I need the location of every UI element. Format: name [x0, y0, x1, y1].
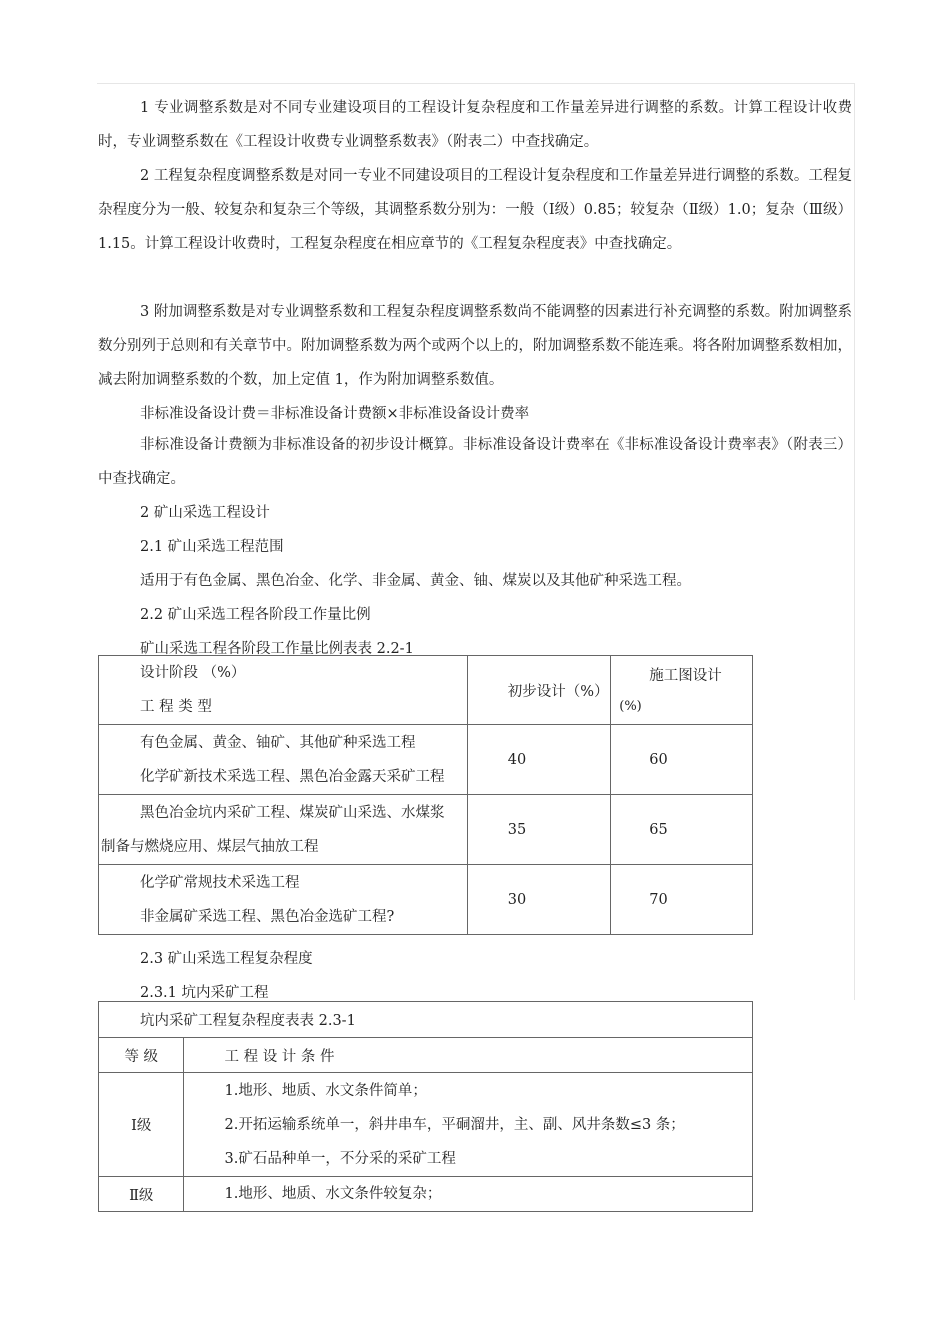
table-row [99, 795, 753, 865]
project-type-line: 有色金属、黄金、铀矿、其他矿种采选工程 [140, 734, 416, 751]
table1-diagonal-header [99, 656, 468, 725]
paragraph-professional-coefficient: 1 专业调整系数是对不同专业建设项目的工程设计复杂程度和工作量差异进行调整的系数。计算工程设计收费时，专业调整系数在《工程设计收费专业调整系数表》（附表二）中查找确定。 [98, 100, 852, 150]
preliminary-value: 35 [467, 795, 610, 865]
workload-ratio-table [98, 655, 753, 935]
project-type-line: 制备与燃烧应用、煤层气抽放工程 [101, 838, 319, 855]
header-construction-design [611, 656, 753, 725]
heading-complexity: 2.3 矿山采选工程复杂程度 [140, 951, 313, 967]
header-construction-line1: 施工图设计 [649, 668, 722, 684]
project-type-line: 非金属矿采选工程、黑色冶金选矿工程? [140, 908, 395, 925]
header-construction-line2: (%) [619, 699, 642, 714]
project-type-line: 黑色冶金坑内采矿工程、煤炭矿山采选、水煤浆 [140, 804, 445, 821]
condition-item: 3.矿石品种单一，不分采的采矿工程 [224, 1150, 456, 1167]
conditions-cell [184, 1073, 753, 1177]
paragraph-complexity-coefficient: 2 工程复杂程度调整系数是对同一专业不同建设项目的工程设计复杂程度和工作量差异进行调整的系数。工程复杂程度分为一般、较复杂和复杂三个等级，其调整系数分别为：一般（Ⅰ级）0.85；较复杂（Ⅱ级）1.0；复杂（Ⅲ级）1.15。计算工程设计收费时，工程复杂程度在相应章节的《工程复杂程度表》中查找确定。 [98, 168, 852, 252]
header-preliminary-design: 初步设计（%） [467, 656, 610, 725]
construction-value: 70 [611, 865, 753, 935]
grade-cell: Ⅰ级 [99, 1073, 184, 1177]
heading-underground-mining: 2.3.1 坑内采矿工程 [140, 985, 269, 1001]
table2-caption: 坑内采矿工程复杂程度表表 2.3-1 [99, 1002, 753, 1038]
complexity-table [98, 1001, 753, 1212]
paragraph-nonstandard-equipment: 非标准设备计费额为非标准设备的初步设计概算。非标准设备设计费率在《非标准设备设计费率表》（附表三）中查找确定。 [98, 437, 852, 487]
project-type-line: 化学矿新技术采选工程、黑色冶金露天采矿工程 [140, 768, 445, 785]
table-row [99, 1177, 753, 1212]
condition-item: 1.地形、地质、水文条件简单； [224, 1082, 427, 1099]
table1-header-row [99, 656, 753, 725]
paragraph-additional-coefficient: 3 附加调整系数是对专业调整系数和工程复杂程度调整系数尚不能调整的因素进行补充调整的系数。附加调整系数分别列于总则和有关章节中。附加调整系数为两个或两个以上的，附加调整系数不能连乘。将各附加调整系数相加，减去附加调整系数的个数，加上定值 1，作为附加调整系数值。 [98, 304, 852, 388]
construction-value: 60 [611, 725, 753, 795]
project-type-cell [99, 865, 468, 935]
header-design-conditions: 工 程 设 计 条 件 [184, 1038, 753, 1073]
grade-cell: Ⅱ级 [99, 1177, 184, 1212]
project-type-line: 化学矿常规技术采选工程 [140, 874, 300, 891]
table1-caption: 矿山采选工程各阶段工作量比例表表 2.2-1 [140, 641, 414, 657]
construction-value: 65 [611, 795, 753, 865]
heading-workload-ratio: 2.2 矿山采选工程各阶段工作量比例 [140, 607, 371, 623]
preliminary-value: 30 [467, 865, 610, 935]
table-row [99, 725, 753, 795]
table-row [99, 1073, 753, 1177]
preliminary-value: 40 [467, 725, 610, 795]
condition-item: 1.地形、地质、水文条件较复杂； [224, 1186, 442, 1202]
project-type-cell [99, 725, 468, 795]
heading-mining-design: 2 矿山采选工程设计 [140, 505, 270, 521]
project-type-cell [99, 795, 468, 865]
scope-text: 适用于有色金属、黑色冶金、化学、非金属、黄金、铀、煤炭以及其他矿种采选工程。 [140, 573, 691, 589]
table2-header-row [99, 1038, 753, 1073]
table-row [99, 865, 753, 935]
condition-item: 2.开拓运输系统单一，斜井串车，平硐溜井，主、副、风井条数≤3 条； [224, 1116, 685, 1133]
table2-caption-row [99, 1002, 753, 1038]
heading-mining-scope: 2.1 矿山采选工程范围 [140, 539, 284, 555]
header-grade: 等 级 [99, 1038, 184, 1073]
conditions-cell [184, 1177, 753, 1212]
formula-line: 非标准设备设计费＝非标准设备计费额×非标准设备设计费率 [140, 406, 530, 422]
header-project-type: 工 程 类 型 [140, 699, 212, 715]
header-design-stage: 设计阶段 （%） [140, 665, 246, 681]
